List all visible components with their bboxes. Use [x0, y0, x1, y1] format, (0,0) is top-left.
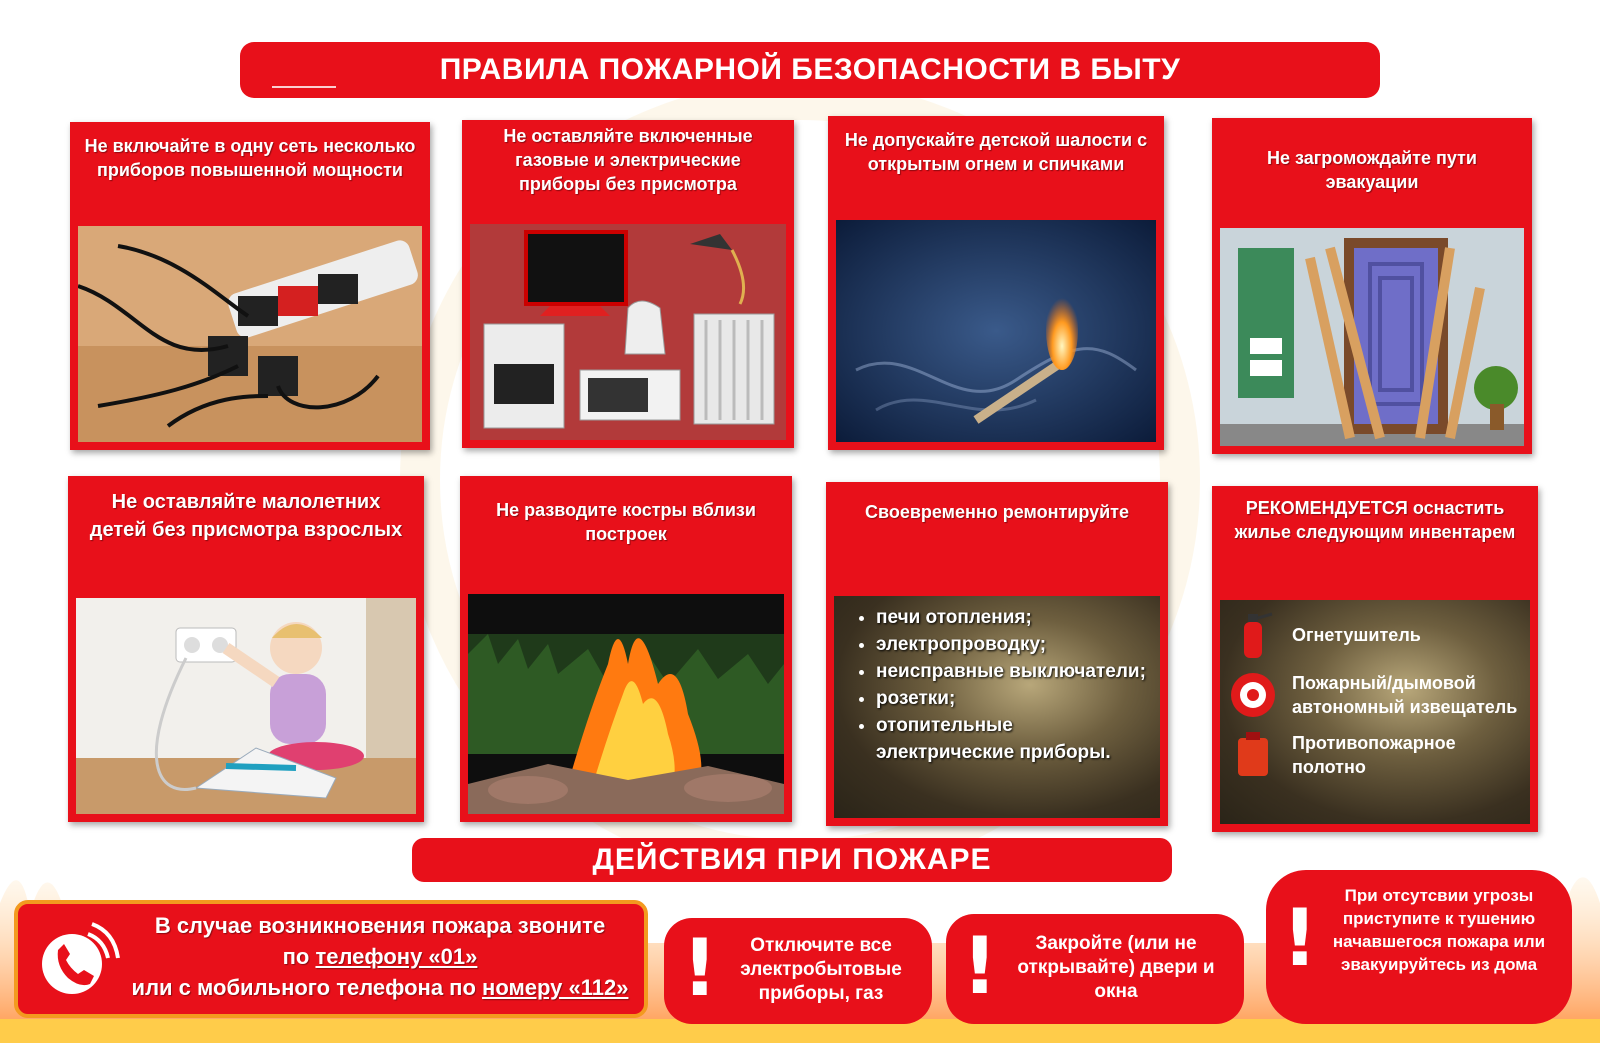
equipment-label: Огнетушитель: [1292, 625, 1421, 645]
equipment-label: Противопожарное полотно: [1292, 733, 1456, 777]
list-item: • розетки;: [876, 685, 1148, 712]
card-evacuation-routes: [1212, 118, 1532, 454]
card-title: РЕКОМЕНДУЕТСЯ оснастить жилье следующим инвентарем: [1234, 498, 1516, 542]
card-title: Не допускайте детской шалости с открытым огнем и спичками: [844, 130, 1148, 174]
burning-match-image: [836, 220, 1156, 442]
power-strip-image: [78, 226, 422, 442]
bonfire-image: [468, 594, 784, 814]
step-text: Отключите все электробытовые приборы, газ: [740, 935, 902, 1004]
step-text: При отсутсвии угрозы приступите к тушению начавшегося пожара или эвакуируйтесь из дома: [1332, 886, 1546, 974]
list-item: • печи отопления;: [876, 604, 1148, 631]
list-item: • отопительные электрические приборы.: [876, 712, 1148, 766]
card-title: Не включайте в одну сеть несколько приборов повышенной мощности: [84, 136, 416, 180]
card-title: Не загромождайте пути эвакуации: [1267, 148, 1477, 192]
appliances-image: [470, 224, 786, 440]
call-line-1: В случае возникновения пожара звоните: [154, 913, 606, 938]
actions-title: ДЕЙСТВИЯ ПРИ ПОЖАРЕ: [592, 843, 992, 876]
card-title: Не разводите костры вблизи построек: [496, 500, 756, 544]
card-bonfires: [460, 476, 792, 822]
exclamation-icon: !: [1282, 894, 1318, 984]
call-line-3: [126, 972, 634, 1003]
repair-list: [834, 596, 1160, 818]
actions-title-bar: [412, 838, 1172, 882]
step-text: Закройте (или не открывайте) двери и окна: [1017, 933, 1215, 1002]
phone-icon-wrap: [38, 920, 120, 1002]
card-title: Не оставляйте малолетних детей без присмотра взрослых: [89, 491, 403, 541]
list-item: • электропроводку;: [876, 631, 1148, 658]
fire-blanket-icon: [1228, 730, 1278, 780]
child-with-socket-image: [76, 598, 416, 814]
equipment-label: Пожарный/дымовой автономный извещатель: [1292, 673, 1518, 717]
card-power-overload: [70, 122, 430, 450]
card-unattended-appliances: [462, 120, 794, 448]
phone-112-link: номеру «112»: [482, 975, 629, 1000]
title-dash: [272, 86, 336, 88]
list-item: • неисправные выключатели;: [876, 658, 1148, 685]
fire-extinguisher-icon: [1228, 610, 1278, 660]
card-children-unattended: [68, 476, 424, 822]
call-line-3-prefix: или с мобильного телефона по: [131, 975, 483, 1000]
equipment-list: [1220, 600, 1530, 824]
card-title: Не оставляйте включенные газовые и электрические приборы без присмотра: [503, 126, 753, 194]
card-repair: [826, 482, 1168, 826]
step-turn-off-appliances: [664, 918, 932, 1024]
phone-01-link: телефону «01»: [315, 944, 478, 969]
phone-icon: [38, 920, 120, 1002]
page-title: ПРАВИЛА ПОЖАРНОЙ БЕЗОПАСНОСТИ В БЫТУ: [439, 53, 1181, 86]
smoke-detector-icon: [1228, 670, 1278, 720]
call-line-2-prefix: по: [282, 944, 316, 969]
card-children-fire: [828, 116, 1164, 450]
equipment-item: [1228, 670, 1522, 720]
card-title: Своевременно ремонтируйте: [865, 502, 1129, 522]
equipment-item: [1228, 730, 1522, 780]
exclamation-icon: !: [682, 924, 718, 1014]
step-close-doors: [946, 914, 1244, 1024]
blocked-door-image: [1220, 228, 1524, 446]
card-recommended-equipment: [1212, 486, 1538, 832]
equipment-item: [1228, 610, 1522, 660]
call-line-2: [126, 941, 634, 972]
page-title-bar: [240, 42, 1380, 98]
emergency-call-box: [14, 900, 648, 1018]
emergency-call-text: [126, 910, 634, 1003]
exclamation-icon: !: [962, 922, 998, 1012]
step-extinguish-or-evacuate: [1266, 870, 1572, 1024]
